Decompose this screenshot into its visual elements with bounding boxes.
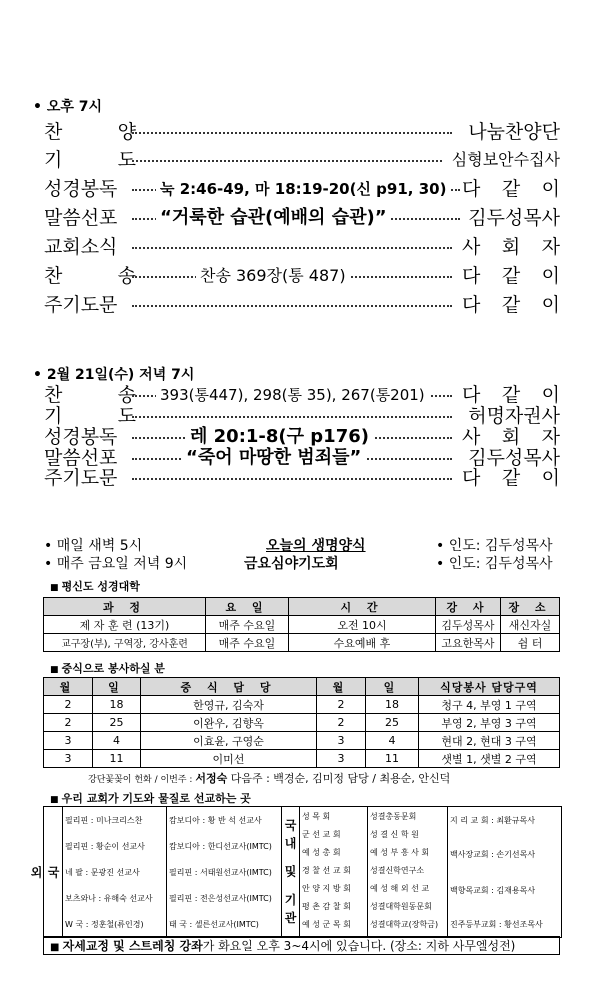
mission-item: 지 리 교 회 : 최환규목사 bbox=[450, 816, 535, 825]
row-label: 찬 송 bbox=[44, 265, 136, 287]
table-cell: 3 bbox=[44, 750, 93, 768]
mission-col-4 bbox=[367, 807, 448, 937]
table-cell: 4 bbox=[366, 732, 419, 750]
square-bullet-icon: ■ bbox=[50, 942, 63, 953]
table-header: 요 일 bbox=[206, 598, 289, 616]
table-cell: 매주 수요일 bbox=[206, 616, 289, 634]
table-cell: 3 bbox=[317, 732, 366, 750]
row-value: 다 같 이 bbox=[462, 467, 560, 489]
wednesday-row bbox=[44, 426, 560, 448]
evening-row bbox=[44, 232, 560, 262]
row-label: 교회소식 bbox=[44, 236, 118, 258]
row-label: 주기도문 bbox=[44, 294, 118, 316]
flower-note bbox=[88, 770, 450, 786]
mission-heading: ■ 우리 교회가 기도와 물질로 선교하는 곳 bbox=[50, 790, 251, 806]
row-label: 주기도문 bbox=[44, 467, 118, 489]
mission-item: 성결신학연구소 bbox=[370, 866, 425, 875]
sermon-title: “거룩한 습관(예배의 습관)” bbox=[156, 203, 391, 233]
table-header: 과 정 bbox=[44, 598, 206, 616]
table-row bbox=[44, 714, 560, 732]
note-part: 담당 / 최용순, 안신덕 bbox=[344, 772, 451, 785]
foreign-label-col bbox=[29, 807, 63, 937]
mission-item: 필리핀 : 전은성선교사(IMTC) bbox=[169, 894, 272, 903]
mission-item: 필리핀 : 황순이 선교사 bbox=[65, 842, 145, 851]
mission-item: 예 성 부 흥 사 회 bbox=[370, 848, 430, 857]
evening-row bbox=[44, 117, 560, 147]
foreign-label: 국 외 bbox=[29, 866, 60, 908]
row-value: 심형보안수집사 bbox=[451, 150, 560, 169]
table-cell: 4 bbox=[93, 732, 141, 750]
daily-what: 금요심야기도회 bbox=[244, 556, 339, 572]
leader-dots bbox=[132, 132, 452, 134]
daily-lead: • 인도: 김두성목사 bbox=[436, 556, 553, 572]
evening-row bbox=[44, 290, 560, 320]
evening-row bbox=[44, 203, 560, 233]
table-cell: 김두성목사 bbox=[436, 616, 501, 634]
mission-item: 예 성 총 회 bbox=[302, 848, 341, 857]
service-heading: ■ 중식으로 봉사하실 분 bbox=[50, 660, 165, 676]
row-value: 사 회 자 bbox=[462, 236, 560, 258]
mission-item: 성결총동문회 bbox=[370, 812, 417, 821]
table-cell: 매주 수요일 bbox=[206, 634, 289, 652]
table-cell: 한영규, 김숙자 bbox=[141, 696, 317, 714]
mission-item: W 국 : 정훈철(류인경) bbox=[65, 920, 144, 929]
table-header-row bbox=[44, 678, 560, 696]
row-value: 다 같 이 bbox=[462, 265, 560, 287]
wednesday-row bbox=[44, 383, 560, 407]
row-value: 사 회 자 bbox=[462, 426, 560, 448]
mission-item: 네 팔 : 문광진 선교사 bbox=[65, 868, 140, 877]
table-row bbox=[44, 750, 560, 768]
table-header: 시 간 bbox=[289, 598, 436, 616]
sermon-title: “죽어 마땅한 범죄들” bbox=[182, 447, 365, 469]
table-row bbox=[44, 634, 560, 652]
mission-item: 경 찰 선 교 회 bbox=[302, 866, 351, 875]
mission-item: 진주등부교회 : 황선조목사 bbox=[450, 920, 543, 929]
mission-col-1 bbox=[62, 807, 167, 937]
evening-row bbox=[44, 145, 560, 175]
table-header: 일 bbox=[366, 678, 419, 696]
mission-item: 백향목교회 : 김재용목사 bbox=[450, 886, 536, 895]
stretching-notice bbox=[43, 936, 560, 955]
daily-when: • 매일 새벽 5시 bbox=[44, 538, 143, 554]
table-row bbox=[44, 732, 560, 750]
mission-item: 군 선 교 회 bbox=[302, 830, 341, 839]
row-value: 나눔찬양단 bbox=[468, 121, 560, 143]
evening-row bbox=[44, 261, 560, 291]
table-cell: 18 bbox=[366, 696, 419, 714]
table-cell: 11 bbox=[93, 750, 141, 768]
evening-row bbox=[44, 174, 560, 204]
hymn-list: 393(통447), 298(통 35), 267(통201) bbox=[156, 383, 429, 407]
wednesday-row bbox=[44, 467, 560, 489]
mission-item: 필리핀 : 서태원선교사(IMTC) bbox=[169, 868, 272, 877]
table-cell: 11 bbox=[366, 750, 419, 768]
leader-dots bbox=[132, 247, 452, 249]
row-value: 김두성목사 bbox=[468, 447, 560, 469]
leader-dots bbox=[132, 305, 452, 307]
table-header: 장 소 bbox=[501, 598, 560, 616]
mission-item: 캄보디아 : 황 반 석 선교사 bbox=[169, 816, 262, 825]
table-cell: 현대 2, 현대 3 구역 bbox=[419, 732, 560, 750]
notice-text: 가 화요일 오후 3~4시에 있습니다. (장소: 지하 사무엘성전) bbox=[202, 939, 516, 953]
daily-dawn bbox=[44, 537, 560, 555]
univ-table bbox=[43, 597, 560, 652]
mission-col-3 bbox=[299, 807, 368, 937]
leader-dots bbox=[132, 160, 442, 162]
table-cell: 3 bbox=[44, 732, 93, 750]
wednesday-row bbox=[44, 405, 560, 427]
table-header: 월 bbox=[44, 678, 93, 696]
mission-col-2 bbox=[166, 807, 282, 937]
mission-item: 안 양 지 방 회 bbox=[302, 884, 351, 893]
mission-item: 태 국 : 셀른선교사(IMTC) bbox=[169, 920, 259, 929]
note-part: 강단꽃꽂이 헌화 / 이번주 : bbox=[88, 775, 196, 785]
note-part: 다음주 : 백경순, 김미정 bbox=[227, 772, 345, 785]
leader-dots bbox=[132, 478, 452, 480]
row-label: 말씀선포 bbox=[44, 447, 118, 469]
mission-item: 백사장교회 : 손기선목사 bbox=[450, 850, 536, 859]
table-row bbox=[44, 696, 560, 714]
univ-heading: ■ 평신도 성경대학 bbox=[50, 578, 140, 594]
hymn-text: 찬송 369장(통 487) bbox=[196, 261, 350, 291]
table-cell: 고요한목사 bbox=[436, 634, 501, 652]
mission-item: 성 결 신 학 원 bbox=[370, 830, 419, 839]
daily-lead: • 인도: 김두성목사 bbox=[436, 538, 553, 554]
table-cell: 쉼 터 bbox=[501, 634, 560, 652]
row-value: 허명자권사 bbox=[468, 405, 560, 427]
table-cell: 오전 10시 bbox=[289, 616, 436, 634]
domestic-label-col bbox=[281, 807, 300, 937]
mission-item: 성결대학교(장학금) bbox=[370, 920, 439, 929]
row-label: 말씀선포 bbox=[44, 207, 118, 229]
mission-item: 성 목 회 bbox=[302, 812, 331, 821]
table-cell: 청구 4, 부영 1 구역 bbox=[419, 696, 560, 714]
daily-what: 오늘의 생명양식 bbox=[266, 538, 366, 554]
table-header: 강 사 bbox=[436, 598, 501, 616]
mission-item: 예 성 군 목 회 bbox=[302, 920, 351, 929]
mission-box bbox=[29, 806, 562, 938]
mission-item: 필리핀 : 미나크리스찬 bbox=[65, 816, 143, 825]
evening-title: • 오후 7시 bbox=[33, 96, 102, 116]
table-header: 월 bbox=[317, 678, 366, 696]
table-header: 일 bbox=[93, 678, 141, 696]
row-label: 찬 양 bbox=[44, 121, 136, 143]
table-cell: 샛별 1, 샛별 2 구역 bbox=[419, 750, 560, 768]
row-label: 찬 송 bbox=[44, 384, 136, 406]
row-label: 성경봉독 bbox=[44, 178, 118, 200]
table-cell: 2 bbox=[317, 696, 366, 714]
wednesday-title: • 2월 21일(수) 저녁 7시 bbox=[33, 364, 194, 384]
scripture-text: 레 20:1-8(구 p176) bbox=[186, 426, 373, 448]
table-header: 식당봉사 담당구역 bbox=[419, 678, 560, 696]
table-cell: 2 bbox=[317, 714, 366, 732]
row-label: 기 도 bbox=[44, 405, 136, 427]
mission-col-5 bbox=[447, 807, 560, 937]
daily-friday bbox=[44, 555, 560, 573]
row-value: 다 같 이 bbox=[462, 384, 560, 406]
row-value: 다 같 이 bbox=[462, 294, 560, 316]
table-cell: 이미선 bbox=[141, 750, 317, 768]
table-cell: 이완우, 김향옥 bbox=[141, 714, 317, 732]
table-header: 중 식 담 당 bbox=[141, 678, 317, 696]
leader-dots bbox=[132, 416, 452, 418]
table-cell: 18 bbox=[93, 696, 141, 714]
mission-item: 예 성 해 외 선 교 bbox=[370, 884, 430, 893]
table-cell: 수요예배 후 bbox=[289, 634, 436, 652]
mission-item: 보츠와나 : 유해숙 선교사 bbox=[65, 894, 153, 903]
scripture-text: 눅 2:46-49, 마 18:19-20(신 p91, 30) bbox=[156, 174, 450, 204]
service-table bbox=[43, 677, 560, 768]
domestic-label: 국내 및 기관 bbox=[283, 819, 297, 930]
row-value: 김두성목사 bbox=[468, 207, 560, 229]
mission-item: 평 촌 감 찰 회 bbox=[302, 902, 351, 911]
wednesday-row bbox=[44, 447, 560, 469]
table-cell: 새신자실 bbox=[501, 616, 560, 634]
row-label: 성경봉독 bbox=[44, 426, 118, 448]
note-part: 서정숙 bbox=[195, 772, 228, 785]
row-value: 다 같 이 bbox=[462, 178, 560, 200]
table-cell: 25 bbox=[366, 714, 419, 732]
row-label: 기 도 bbox=[44, 149, 136, 171]
table-header-row bbox=[44, 598, 560, 616]
table-cell: 부영 2, 부영 3 구역 bbox=[419, 714, 560, 732]
table-cell: 3 bbox=[317, 750, 366, 768]
daily-when: • 매주 금요일 저녁 9시 bbox=[44, 556, 188, 572]
table-cell: 25 bbox=[93, 714, 141, 732]
table-cell: 2 bbox=[44, 696, 93, 714]
table-cell: 교구장(부), 구역장, 강사훈련 bbox=[44, 634, 206, 652]
mission-item: 캄보디아 : 한디선교사(IMTC) bbox=[169, 842, 272, 851]
table-cell: 2 bbox=[44, 714, 93, 732]
table-cell: 이효윤, 구영순 bbox=[141, 732, 317, 750]
notice-title: 자세교정 및 스트레칭 강좌 bbox=[62, 939, 203, 953]
table-row bbox=[44, 616, 560, 634]
mission-item: 성결대학원동문회 bbox=[370, 902, 432, 911]
table-cell: 제 자 훈 련 (13기) bbox=[44, 616, 206, 634]
